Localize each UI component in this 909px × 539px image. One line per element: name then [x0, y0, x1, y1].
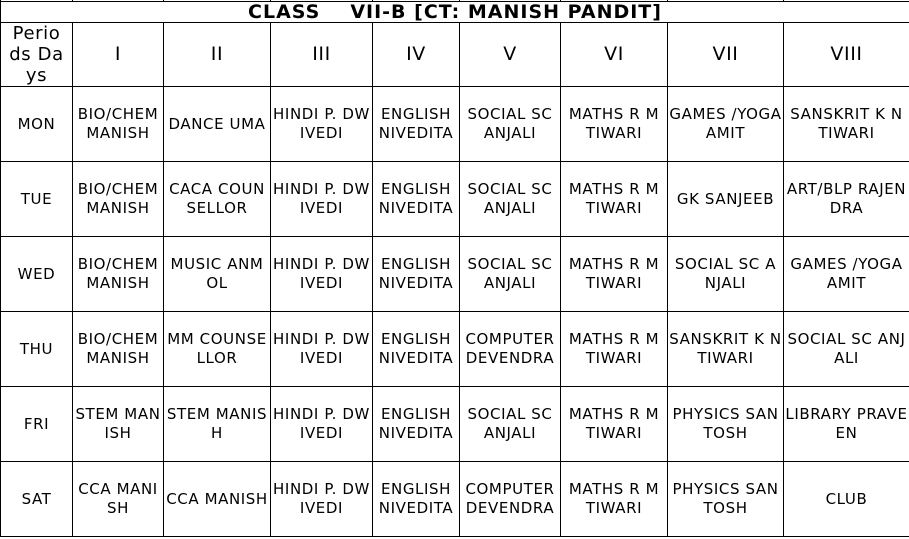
slot-cell [73, 312, 164, 387]
slot-cell [784, 312, 909, 387]
slot-cell [164, 237, 271, 312]
slot-cell [561, 237, 668, 312]
slot-text: HINDI P. DWIVEDI [273, 330, 370, 367]
corner-label: Perio ds Days [9, 23, 64, 86]
slot-cell [373, 162, 460, 237]
slot-text: PHYSICS SANTOSH [672, 405, 779, 442]
slot-text: CCA MANISH [78, 480, 158, 517]
period-header-4 [373, 23, 460, 87]
slot-cell [73, 162, 164, 237]
slot-cell [373, 462, 460, 537]
slot-cell [73, 237, 164, 312]
slot-text: LIBRARY PRAVEEN [785, 405, 908, 442]
slot-cell [164, 462, 271, 537]
slot-text: BIO/CHEM MANISH [77, 330, 159, 367]
period-label: VI [604, 43, 624, 65]
period-header-6 [561, 23, 668, 87]
day-label: THU [1, 312, 73, 387]
slot-cell [460, 87, 561, 162]
slot-cell [668, 387, 784, 462]
slot-text: ENGLISH NIVEDITA [378, 255, 454, 292]
slot-cell [271, 87, 373, 162]
slot-text: COMPUTER DEVENDRA [465, 330, 555, 367]
slot-text: ENGLISH NIVEDITA [378, 405, 454, 442]
slot-cell [164, 387, 271, 462]
slot-text: SOCIAL SC ANJALI [467, 180, 553, 217]
slot-text: SOCIAL SC ANJALI [467, 255, 553, 292]
slot-cell [73, 462, 164, 537]
period-label: IV [406, 43, 426, 65]
period-header-5 [460, 23, 561, 87]
period-header-row [1, 23, 909, 87]
title-row [1, 2, 909, 23]
slot-text: HINDI P. DWIVEDI [273, 405, 370, 442]
slot-text: CLUB [825, 489, 868, 508]
slot-text: GAMES /YOGA AMIT [669, 105, 782, 142]
slot-text: COMPUTER DEVENDRA [465, 480, 555, 517]
class-name: VII-B [CT: MANISH PANDIT] [350, 1, 662, 23]
slot-cell [668, 162, 784, 237]
slot-text: MM COUNSELLOR [167, 330, 267, 367]
slot-cell [460, 312, 561, 387]
slot-text: ENGLISH NIVEDITA [378, 480, 454, 517]
slot-cell [668, 462, 784, 537]
slot-cell [784, 237, 909, 312]
slot-cell [460, 162, 561, 237]
slot-cell [271, 462, 373, 537]
slot-cell [73, 87, 164, 162]
slot-cell [271, 387, 373, 462]
slot-text: BIO/CHEM MANISH [77, 255, 159, 292]
slot-cell [460, 387, 561, 462]
slot-text: MATHS R M TIWARI [568, 180, 660, 217]
slot-text: ENGLISH NIVEDITA [378, 105, 454, 142]
slot-text: ART/BLP RAJENDRA [786, 180, 907, 217]
slot-cell [271, 312, 373, 387]
slot-text: SOCIAL SC ANJALI [467, 105, 553, 142]
slot-text: ENGLISH NIVEDITA [378, 330, 454, 367]
day-row-sat [1, 462, 909, 537]
class-label: CLASS [248, 1, 321, 23]
slot-text: STEM MANISH [75, 405, 161, 442]
slot-cell [73, 387, 164, 462]
slot-text: STEM MANISH [166, 405, 268, 442]
slot-cell [784, 387, 909, 462]
slot-text: GAMES /YOGA AMIT [790, 255, 903, 292]
slot-text: BIO/CHEM MANISH [77, 105, 159, 142]
slot-cell [271, 162, 373, 237]
slot-text: PHYSICS SANTOSH [672, 480, 779, 517]
slot-text: CCA MANISH [166, 489, 268, 508]
slot-cell [668, 87, 784, 162]
slot-cell [460, 462, 561, 537]
slot-cell [561, 462, 668, 537]
slot-text: SOCIAL SC ANJALI [467, 405, 553, 442]
slot-cell [164, 312, 271, 387]
slot-text: SANSKRIT K N TIWARI [790, 105, 903, 142]
day-label: FRI [1, 387, 73, 462]
page-title [1, 2, 909, 23]
period-label: VII [712, 43, 739, 65]
slot-cell [561, 162, 668, 237]
slot-text: HINDI P. DWIVEDI [273, 480, 370, 517]
day-label: WED [1, 237, 73, 312]
slot-cell [784, 462, 909, 537]
slot-text: HINDI P. DWIVEDI [273, 105, 370, 142]
day-row-tue [1, 162, 909, 237]
slot-cell [668, 237, 784, 312]
slot-cell [668, 312, 784, 387]
day-label: SAT [1, 462, 73, 537]
period-header-2 [164, 23, 271, 87]
period-header-8 [784, 23, 909, 87]
day-row-thu [1, 312, 909, 387]
period-header-3 [271, 23, 373, 87]
slot-cell [271, 237, 373, 312]
period-header-7 [668, 23, 784, 87]
slot-text: SOCIAL SC ANJALI [787, 330, 906, 367]
slot-text: DANCE UMA [168, 114, 266, 133]
slot-cell [373, 87, 460, 162]
slot-cell [460, 237, 561, 312]
slot-text: MATHS R M TIWARI [568, 255, 660, 292]
slot-cell [164, 87, 271, 162]
period-header-1 [73, 23, 164, 87]
slot-cell [373, 312, 460, 387]
period-label: V [503, 43, 517, 65]
slot-cell [373, 237, 460, 312]
slot-text: GK SANJEEB [676, 189, 775, 208]
slot-text: SANSKRIT K N TIWARI [669, 330, 782, 367]
slot-cell [164, 162, 271, 237]
day-row-mon [1, 87, 909, 162]
slot-text: SOCIAL SC ANJALI [674, 255, 777, 292]
slot-text: HINDI P. DWIVEDI [273, 180, 370, 217]
period-label: VIII [830, 43, 863, 65]
slot-cell [784, 87, 909, 162]
slot-text: CACA COUNSELLOR [169, 180, 265, 217]
slot-cell [784, 162, 909, 237]
slot-cell [561, 312, 668, 387]
period-label: I [114, 43, 122, 65]
slot-text: MUSIC ANMOL [170, 255, 264, 292]
slot-text: BIO/CHEM MANISH [77, 180, 159, 217]
slot-text: HINDI P. DWIVEDI [273, 255, 370, 292]
slot-text: ENGLISH NIVEDITA [378, 180, 454, 217]
slot-cell [561, 387, 668, 462]
day-row-fri [1, 387, 909, 462]
slot-cell [373, 387, 460, 462]
slot-text: MATHS R M TIWARI [568, 105, 660, 142]
day-row-wed [1, 237, 909, 312]
period-label: II [210, 43, 224, 65]
day-label: MON [1, 87, 73, 162]
slot-text: MATHS R M TIWARI [568, 330, 660, 367]
corner-header [1, 23, 73, 87]
slot-cell [561, 87, 668, 162]
slot-text: MATHS R M TIWARI [568, 480, 660, 517]
period-label: III [312, 43, 331, 65]
slot-text: MATHS R M TIWARI [568, 405, 660, 442]
day-label: TUE [1, 162, 73, 237]
